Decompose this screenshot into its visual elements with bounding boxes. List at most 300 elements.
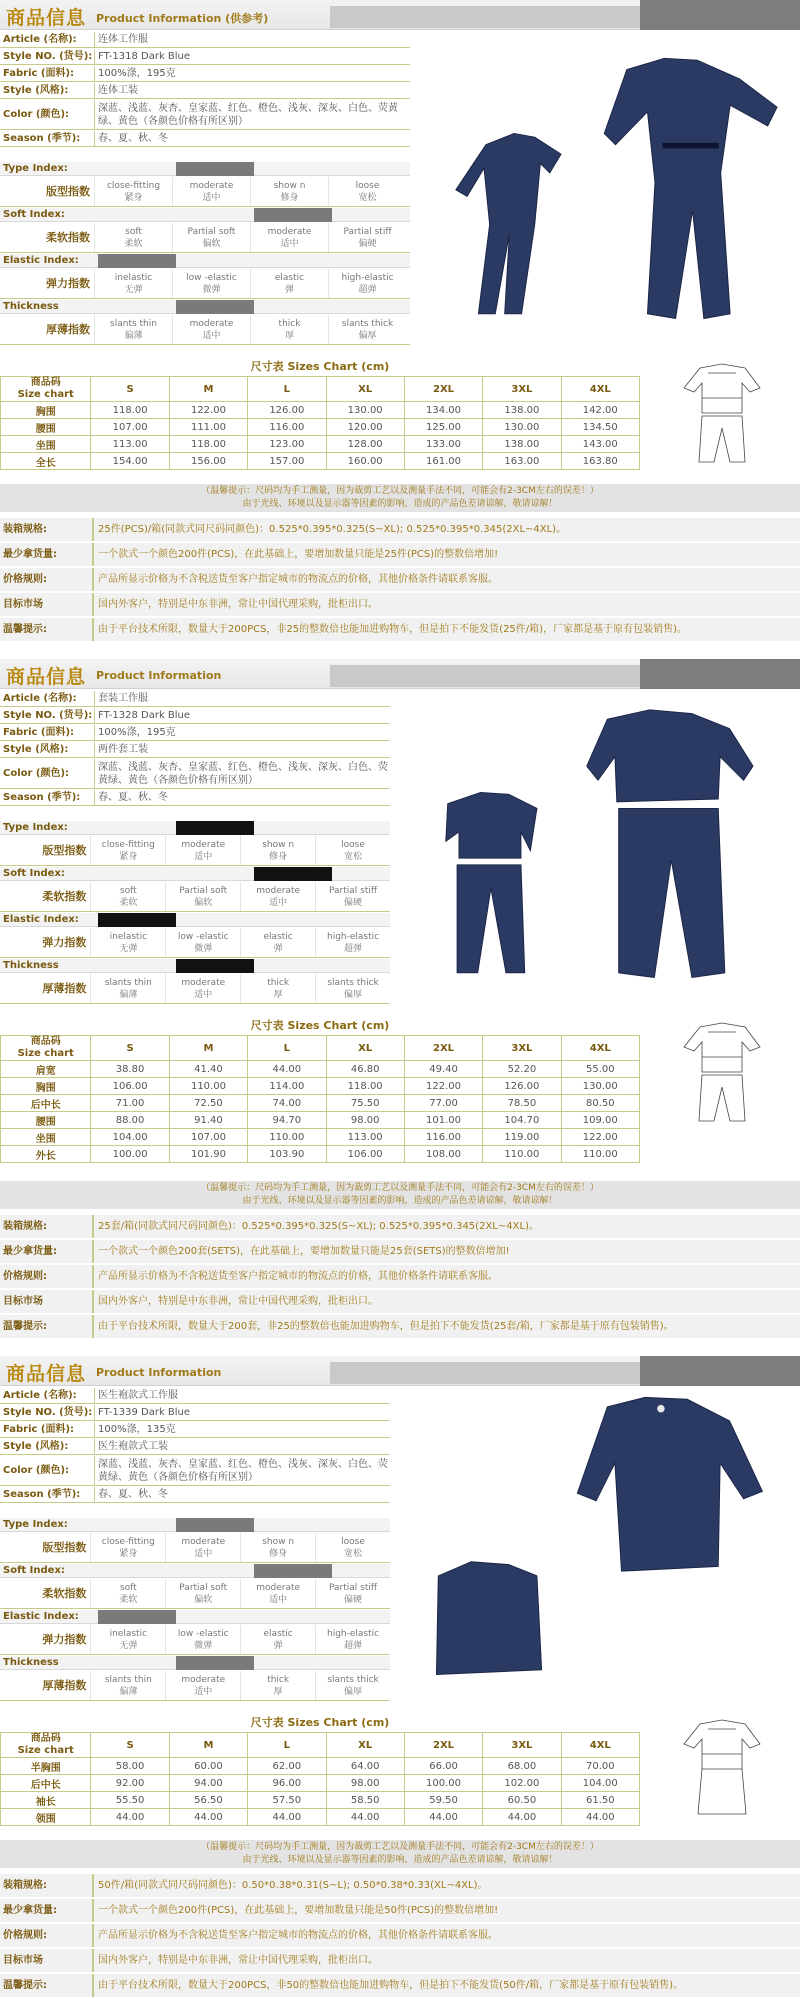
summary-row <box>0 1874 800 1898</box>
size-header-cell: 4XL <box>561 377 639 402</box>
info-label: Style (风格): <box>3 1441 69 1452</box>
option-en: loose <box>341 840 365 850</box>
info-value: FT-1339 Dark Blue <box>94 1405 390 1420</box>
summary-value: 25套/箱(同款式同尺码同颜色)：0.525*0.395*0.325(S~XL); 0.525*0.395*0.345(2XL~4XL)。 <box>92 1215 800 1238</box>
index-title: Type Index: <box>0 821 390 835</box>
option-en: slants thick <box>341 319 394 329</box>
index-title: Thickness <box>0 959 390 973</box>
size-header-cell: 商品码 Size chart <box>1 1733 91 1758</box>
size-cell: 163.00 <box>483 453 561 470</box>
option-en: low -elastic <box>186 273 237 283</box>
index-row <box>0 223 410 253</box>
info-row <box>0 742 390 758</box>
header-bar-dark <box>640 659 800 689</box>
option-en: thick <box>278 319 301 329</box>
size-cell: 44.00 <box>248 1061 326 1078</box>
size-cell: 62.00 <box>248 1758 326 1775</box>
option-en: soft <box>119 886 137 896</box>
size-cell: 103.90 <box>248 1146 326 1163</box>
size-cell: 94.70 <box>248 1112 326 1129</box>
index-option <box>165 836 240 865</box>
size-cell: 154.00 <box>91 453 169 470</box>
option-en: Partial soft <box>179 886 228 896</box>
info-row <box>0 1405 390 1421</box>
size-cell: 122.00 <box>561 1129 639 1146</box>
info-value: 100%涤，135克 <box>94 1422 390 1437</box>
index-label: 厚薄指数 <box>42 982 87 995</box>
size-cell: 138.00 <box>483 436 561 453</box>
size-row <box>1 1112 640 1129</box>
index-option <box>328 315 406 344</box>
index-option <box>328 269 406 298</box>
index-option <box>94 177 172 206</box>
option-zh: 适中 <box>194 852 213 862</box>
index-label: 柔软指数 <box>42 890 87 903</box>
index-level-marker <box>98 913 176 927</box>
notice-line: （温馨提示：尺码均为手工测量，因为裁剪工艺以及测量手法不同，可能会有2-3CM左右的误差！） <box>201 1842 599 1852</box>
index-option <box>240 1533 315 1562</box>
index-row <box>0 315 410 345</box>
size-cell: 119.00 <box>483 1129 561 1146</box>
index-label: 版型指数 <box>46 185 90 198</box>
size-row <box>1 453 640 470</box>
option-zh: 偏厚 <box>344 1687 363 1697</box>
size-header-cell: 4XL <box>561 1036 639 1061</box>
notice-line: 由于光线、环境以及显示器等因素的影响，造成的产品色差请谅解，敬请谅解！ <box>242 499 558 509</box>
option-zh: 宽松 <box>358 193 377 203</box>
section-title-en: Product Information <box>96 1366 222 1379</box>
index-label: 厚薄指数 <box>46 323 90 336</box>
size-cell: 腰围 <box>1 1112 91 1129</box>
section-header <box>0 1356 800 1386</box>
index-option <box>315 928 390 957</box>
index-row <box>0 1533 390 1563</box>
section-title-en: Product Information <box>96 669 222 682</box>
option-en: loose <box>355 181 380 191</box>
size-notice <box>0 484 800 512</box>
size-cell: 74.00 <box>248 1095 326 1112</box>
size-cell: 130.00 <box>483 419 561 436</box>
summary-row <box>0 1899 800 1923</box>
info-row <box>0 1439 390 1455</box>
size-cell: 胸围 <box>1 402 91 419</box>
size-cell: 60.50 <box>483 1792 561 1809</box>
index-label: 厚薄指数 <box>42 1679 87 1692</box>
index-option <box>315 836 390 865</box>
option-en: moderate <box>267 227 312 237</box>
info-label: Fabric (面料): <box>3 68 75 79</box>
index-option <box>94 269 172 298</box>
size-header-row <box>1 377 640 402</box>
index-option <box>315 882 390 911</box>
summary-row <box>0 1215 800 1239</box>
size-cell: 116.00 <box>248 419 326 436</box>
index-option <box>172 269 250 298</box>
size-cell: 92.00 <box>91 1775 169 1792</box>
size-cell: 110.00 <box>561 1146 639 1163</box>
size-cell: 55.00 <box>561 1061 639 1078</box>
option-en: show n <box>262 1537 295 1547</box>
option-zh: 修身 <box>269 1549 288 1559</box>
size-header-cell: XL <box>326 1036 404 1061</box>
product-photos <box>400 691 796 1001</box>
summary-value: 国内外客户，特别是中东非洲，常让中国代理采购，批柜出口。 <box>92 1290 800 1313</box>
info-row <box>0 131 410 147</box>
size-cell: 134.00 <box>404 402 482 419</box>
info-value: 深蓝、浅蓝、灰杏、皇家蓝、红色、橙色、浅灰、深灰、白色、荧黄绿、黄色（各颜色价格有所区别） <box>94 1456 390 1485</box>
size-cell: 118.00 <box>91 402 169 419</box>
size-cell: 110.00 <box>248 1129 326 1146</box>
size-cell: 68.00 <box>483 1758 561 1775</box>
size-cell: 128.00 <box>326 436 404 453</box>
option-zh: 超弹 <box>358 285 377 295</box>
size-cell: 113.00 <box>91 436 169 453</box>
info-row <box>0 1388 390 1404</box>
option-zh: 偏软 <box>194 1595 213 1605</box>
size-cell: 111.00 <box>169 419 247 436</box>
index-level-marker <box>176 821 254 835</box>
info-label: Style NO. (货号): <box>3 1407 93 1418</box>
info-row <box>0 1456 390 1486</box>
option-en: soft <box>125 227 142 237</box>
size-cell: 44.00 <box>326 1809 404 1826</box>
summary-row <box>0 1240 800 1264</box>
option-en: loose <box>341 1537 365 1547</box>
index-label: 版型指数 <box>42 1541 87 1554</box>
notice-line: 由于光线、环境以及显示器等因素的影响，造成的产品色差请谅解，敬请谅解！ <box>242 1855 558 1865</box>
size-cell: 110.00 <box>483 1146 561 1163</box>
info-value: 两件套工装 <box>94 742 390 757</box>
size-header-cell: 商品码 Size chart <box>1 1036 91 1061</box>
index-option <box>90 836 165 865</box>
index-level-marker <box>254 867 332 881</box>
info-value: FT-1328 Dark Blue <box>94 708 390 723</box>
size-cell: 44.00 <box>248 1809 326 1826</box>
option-zh: 紧身 <box>124 193 143 203</box>
size-cell: 143.00 <box>561 436 639 453</box>
size-cell: 全长 <box>1 453 91 470</box>
info-value: 医生袍款式工装 <box>94 1439 390 1454</box>
option-en: inelastic <box>109 932 148 942</box>
index-option <box>250 315 328 344</box>
size-cell: 72.50 <box>169 1095 247 1112</box>
option-zh: 适中 <box>194 1549 213 1559</box>
info-value: 春、夏、秋、冬 <box>94 131 410 146</box>
size-cell: 44.00 <box>169 1809 247 1826</box>
size-cell: 113.00 <box>326 1129 404 1146</box>
size-cell: 61.50 <box>561 1792 639 1809</box>
garment-photo <box>420 32 796 342</box>
section-title-zh: 商品信息 <box>6 666 87 688</box>
product-section <box>0 1356 800 1991</box>
size-diagram-icon <box>650 1714 795 1824</box>
option-zh: 柔软 <box>124 239 143 249</box>
size-cell: 98.00 <box>326 1112 404 1129</box>
summary-value: 一个款式一个颜色200件(PCS)，在此基础上，要增加数量只能是50件(PCS)的整数倍增加! <box>92 1899 800 1922</box>
summary-label: 最少拿货量: <box>3 1246 57 1257</box>
index-row <box>0 882 390 912</box>
info-row <box>0 100 410 130</box>
index-title: Type Index: <box>0 1518 390 1532</box>
index-row <box>0 177 410 207</box>
index-title: Elastic Index: <box>0 1610 390 1624</box>
size-cell: 袖长 <box>1 1792 91 1809</box>
size-cell: 122.00 <box>169 402 247 419</box>
summary-value: 50件/箱(同款式同尺码同颜色)：0.50*0.38*0.31(S~L); 0.50*0.38*0.33(XL~4XL)。 <box>92 1874 800 1897</box>
option-en: slants thin <box>110 319 157 329</box>
info-value: 100%涤，195克 <box>94 725 390 740</box>
index-option <box>328 177 406 206</box>
index-option <box>165 928 240 957</box>
index-option <box>90 974 165 1003</box>
info-label: Article (名称): <box>3 34 77 45</box>
summary-row <box>0 1265 800 1289</box>
index-option <box>90 928 165 957</box>
size-cell: 肩宽 <box>1 1061 91 1078</box>
size-header-cell: XL <box>326 377 404 402</box>
size-notice <box>0 1181 800 1209</box>
size-cell: 133.00 <box>404 436 482 453</box>
size-cell: 55.50 <box>91 1792 169 1809</box>
header-bar <box>330 1362 640 1384</box>
option-en: elastic <box>274 273 305 283</box>
size-cell: 52.20 <box>483 1061 561 1078</box>
index-option <box>90 882 165 911</box>
option-zh: 超弹 <box>344 944 363 954</box>
summary-value: 产品所显示价格为不含税送货至客户指定城市的物流点的价格，其他价格条件请联系客服。 <box>92 568 800 591</box>
summary-row <box>0 1924 800 1948</box>
info-row <box>0 32 410 48</box>
summary-value: 产品所显示价格为不含税送货至客户指定城市的物流点的价格，其他价格条件请联系客服。 <box>92 1924 800 1947</box>
info-label: Article (名称): <box>3 693 77 704</box>
option-zh: 适中 <box>194 990 213 1000</box>
index-title: Soft Index: <box>0 1564 390 1578</box>
size-header-cell: L <box>248 1036 326 1061</box>
option-en: Partial stiff <box>329 886 378 896</box>
summary-row <box>0 1315 800 1339</box>
size-cell: 163.80 <box>561 453 639 470</box>
info-row <box>0 790 390 806</box>
info-value: 春、夏、秋、冬 <box>94 1487 390 1502</box>
option-en: thick <box>267 1675 290 1685</box>
index-level-marker <box>98 254 176 268</box>
info-row <box>0 1422 390 1438</box>
option-zh: 无弹 <box>119 944 138 954</box>
size-cell: 114.00 <box>248 1078 326 1095</box>
size-cell: 44.00 <box>561 1809 639 1826</box>
size-cell: 77.00 <box>404 1095 482 1112</box>
size-cell: 107.00 <box>91 419 169 436</box>
option-en: show n <box>273 181 306 191</box>
size-cell: 60.00 <box>169 1758 247 1775</box>
size-cell: 94.00 <box>169 1775 247 1792</box>
option-zh: 厚 <box>273 1687 283 1697</box>
size-cell: 104.70 <box>483 1112 561 1129</box>
summary-label: 目标市场 <box>3 1955 43 1966</box>
option-en: slants thin <box>104 978 152 988</box>
index-option <box>250 177 328 206</box>
option-zh: 偏薄 <box>119 1687 138 1697</box>
index-level-marker <box>98 1610 176 1624</box>
size-row <box>1 1078 640 1095</box>
option-zh: 偏软 <box>202 239 221 249</box>
summary-row <box>0 518 800 542</box>
size-cell: 100.00 <box>91 1146 169 1163</box>
option-en: close-fitting <box>101 840 155 850</box>
size-row <box>1 419 640 436</box>
option-zh: 偏薄 <box>119 990 138 1000</box>
option-en: Partial soft <box>179 1583 228 1593</box>
info-label: Style (风格): <box>3 85 69 96</box>
size-cell: 138.00 <box>483 402 561 419</box>
index-option <box>165 882 240 911</box>
size-cell: 120.00 <box>326 419 404 436</box>
option-zh: 宽松 <box>344 852 363 862</box>
index-option <box>240 1579 315 1608</box>
index-option <box>315 974 390 1003</box>
section-title-zh: 商品信息 <box>6 1363 87 1385</box>
size-cell: 130.00 <box>326 402 404 419</box>
option-en: moderate <box>181 1537 226 1547</box>
info-value: 连体工作服 <box>94 32 410 47</box>
info-label: Style NO. (货号): <box>3 710 93 721</box>
option-en: moderate <box>181 840 226 850</box>
option-en: moderate <box>256 886 301 896</box>
option-zh: 适中 <box>202 331 221 341</box>
option-en: high-elastic <box>341 273 394 283</box>
index-option <box>165 1671 240 1700</box>
size-header-cell: 2XL <box>404 1733 482 1758</box>
size-row <box>1 1146 640 1163</box>
option-zh: 超弹 <box>344 1641 363 1651</box>
option-zh: 偏软 <box>194 898 213 908</box>
size-cell: 57.50 <box>248 1792 326 1809</box>
index-title: Elastic Index: <box>0 254 410 268</box>
size-sketch <box>650 358 795 464</box>
info-label: Season (季节): <box>3 792 81 803</box>
section-header <box>0 0 800 30</box>
option-zh: 偏硬 <box>344 898 363 908</box>
summary-label: 温馨提示: <box>3 1321 47 1332</box>
option-en: soft <box>119 1583 137 1593</box>
info-value: 春、夏、秋、冬 <box>94 790 390 805</box>
size-cell: 118.00 <box>326 1078 404 1095</box>
size-cell: 64.00 <box>326 1758 404 1775</box>
option-en: elastic <box>263 1629 293 1639</box>
index-option <box>172 177 250 206</box>
size-chart-table <box>0 376 640 470</box>
size-cell: 125.00 <box>404 419 482 436</box>
info-value: 连体工装 <box>94 83 410 98</box>
option-en: elastic <box>263 932 293 942</box>
index-option <box>315 1671 390 1700</box>
index-row <box>0 836 390 866</box>
size-cell: 101.90 <box>169 1146 247 1163</box>
option-en: low -elastic <box>177 1629 229 1639</box>
size-cell: 后中长 <box>1 1775 91 1792</box>
summary-label: 目标市场 <box>3 1296 43 1307</box>
size-cell: 101.00 <box>404 1112 482 1129</box>
product-photos <box>400 1388 796 1698</box>
summary-value: 一个款式一个颜色200件(PCS)，在此基础上，要增加数量只能是25件(PCS)的整数倍增加! <box>92 543 800 566</box>
size-header-cell: S <box>91 377 169 402</box>
product-section <box>0 0 800 635</box>
section-title-zh: 商品信息 <box>6 7 87 29</box>
size-cell: 腰围 <box>1 419 91 436</box>
size-cell: 102.00 <box>483 1775 561 1792</box>
summary-label: 装箱规格: <box>3 524 47 535</box>
size-header-row <box>1 1036 640 1061</box>
index-option <box>315 1579 390 1608</box>
info-label: Color (颜色): <box>3 768 70 779</box>
index-title: Thickness <box>0 1656 390 1670</box>
summary-value: 由于平台技术所限，数量大于200PCS，非25的整数倍也能加进购物车，但是拍下不能发货(25件/箱)，厂家都是基于原有包装销售)。 <box>92 618 800 641</box>
size-header-cell: S <box>91 1733 169 1758</box>
size-cell: 44.00 <box>91 1809 169 1826</box>
size-cell: 122.00 <box>404 1078 482 1095</box>
info-row <box>0 83 410 99</box>
index-option <box>250 223 328 252</box>
summary-row <box>0 1949 800 1973</box>
size-row <box>1 1792 640 1809</box>
option-en: inelastic <box>114 273 153 283</box>
option-zh: 偏厚 <box>358 331 377 341</box>
index-option <box>240 928 315 957</box>
size-chart-title: 尺寸表 Sizes Chart (cm) <box>250 1716 390 1729</box>
size-cell: 半胸围 <box>1 1758 91 1775</box>
size-cell: 坐围 <box>1 436 91 453</box>
size-header-cell: 4XL <box>561 1733 639 1758</box>
size-row <box>1 436 640 453</box>
size-cell: 100.00 <box>404 1775 482 1792</box>
size-header-cell: M <box>169 377 247 402</box>
size-cell: 96.00 <box>248 1775 326 1792</box>
option-zh: 无弹 <box>119 1641 138 1651</box>
size-chart-title: 尺寸表 Sizes Chart (cm) <box>250 360 390 373</box>
size-cell: 49.40 <box>404 1061 482 1078</box>
notice-line: 由于光线、环境以及显示器等因素的影响，造成的产品色差请谅解，敬请谅解！ <box>242 1196 558 1206</box>
option-zh: 偏硬 <box>358 239 377 249</box>
header-bar <box>330 6 640 28</box>
size-cell: 130.00 <box>561 1078 639 1095</box>
option-zh: 无弹 <box>124 285 143 295</box>
size-header-cell: XL <box>326 1733 404 1758</box>
size-cell: 126.00 <box>483 1078 561 1095</box>
index-option <box>315 1625 390 1654</box>
index-title: Soft Index: <box>0 208 410 222</box>
size-cell: 41.40 <box>169 1061 247 1078</box>
size-cell: 后中长 <box>1 1095 91 1112</box>
info-row <box>0 759 390 789</box>
size-diagram-icon <box>650 358 795 468</box>
size-cell: 66.00 <box>404 1758 482 1775</box>
size-chart-title: 尺寸表 Sizes Chart (cm) <box>250 1019 390 1032</box>
summary-value: 国内外客户，特别是中东非洲，常让中国代理采购，批柜出口。 <box>92 593 800 616</box>
option-en: Partial stiff <box>329 1583 378 1593</box>
size-cell: 109.00 <box>561 1112 639 1129</box>
index-level-marker <box>176 1518 254 1532</box>
info-row <box>0 691 390 707</box>
option-en: show n <box>262 840 295 850</box>
garment-photo <box>400 691 796 1001</box>
index-option <box>165 1533 240 1562</box>
size-row <box>1 1129 640 1146</box>
header-bar-dark <box>640 1356 800 1386</box>
index-option <box>172 223 250 252</box>
index-title: Elastic Index: <box>0 913 390 927</box>
index-level-marker <box>176 162 254 176</box>
summary-label: 价格规则: <box>3 574 47 585</box>
